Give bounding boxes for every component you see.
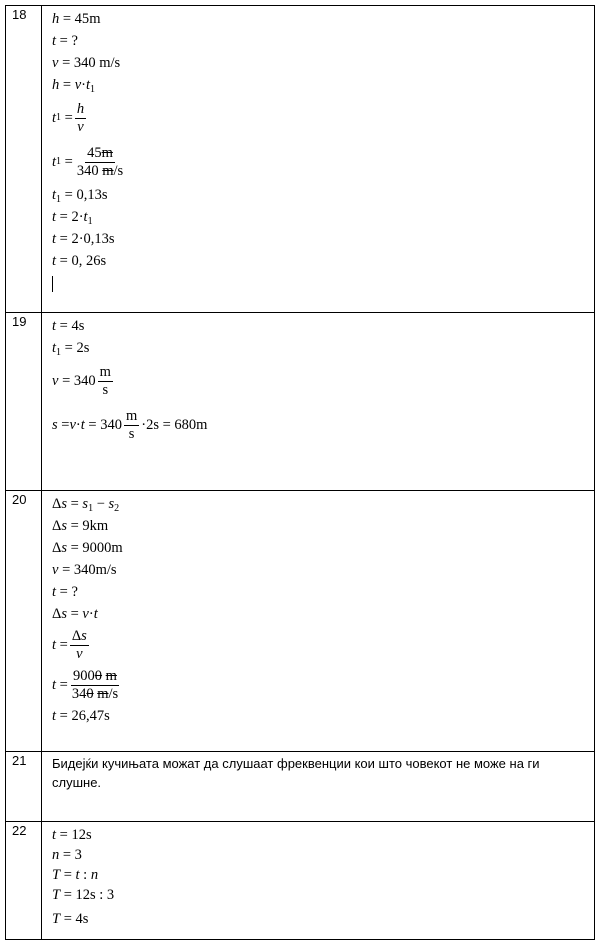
equation-line: h = 45m [52,11,101,27]
equation-line: t = 26,47s [52,708,110,724]
table-row-21 [6,752,595,822]
answers-table [5,5,595,940]
row-number: 18 [6,6,42,313]
table-row-19 [6,313,595,491]
equation-line: t = 2·0,13s [52,231,115,247]
fraction: $\frac{9000 m}{340 m/s}$ [71,667,119,702]
equation-line: Δs = v·t [52,606,98,622]
answer-text: Бидејќи кучињата можат да слушаат фреквенции кои што човекот не може на ги слушне. [52,756,540,790]
equation-line: t = 12s [52,827,92,843]
equation-line: t = ? [52,584,78,600]
equation-line: $t_1 = 0,13s$ [52,187,108,205]
fraction: $\frac{45m}{340 m/s}$ [76,144,124,179]
equation-line: t = $\frac{\Delta s}{v}$ [52,627,87,662]
row-content [42,491,595,752]
equation-line: t = $\frac{9000 m}{340 m/s}$ [52,667,119,702]
table-row-18 [6,6,595,313]
row-content [42,6,595,313]
row-content [42,313,595,491]
equation-line: $\Delta s = s_1 - s_2$ [52,496,120,514]
row-number: 22 [6,822,42,940]
fraction: $\frac{h}{v}$ [76,100,85,135]
equation-line: t 1 = $\frac{45m}{340 m/s}$ [52,144,124,179]
row-number: 19 [6,313,42,491]
equation-line: v = 340 m/s [52,55,121,71]
equation-line: t 1 = $\frac{h}{v}$ [52,100,85,135]
equation-line: v = 340 $\frac{m}{s}$ [52,363,111,398]
equation-line: $t = 2\cdot t_1$ [52,209,93,227]
equation-line: Δs = 9km [52,518,109,534]
equation-line: Δs = 9000m [52,540,123,556]
equation-line: T = t : n [52,867,99,883]
equation-line: t = 4s [52,318,85,334]
equation-line: n = 3 [52,847,82,863]
equation-line: v = 340m/s [52,562,117,578]
equation-line: s = v · t = 340 $\frac{m}{s}$ ·2s = 680m [52,407,208,442]
equation-line: t = ? [52,33,78,49]
equation-line: T = 12s : 3 [52,887,115,903]
fraction: $\frac{m}{s}$ [99,363,111,398]
equation-line: t = 0, 26s [52,253,107,269]
row-content [42,822,595,940]
table-row-22 [6,822,595,940]
table-row-20 [6,491,595,752]
equation-line: $t_1 = 2s$ [52,340,90,358]
row-content [42,752,595,822]
row-number: 21 [6,752,42,822]
fraction: $\frac{m}{s}$ [125,407,138,442]
row-number: 20 [6,491,42,752]
fraction: $\frac{\Delta s}{v}$ [71,627,87,662]
text-cursor [52,272,594,294]
equation-line: T = 4s [52,911,89,927]
equation-line: $h = v\cdot t_1$ [52,77,95,95]
